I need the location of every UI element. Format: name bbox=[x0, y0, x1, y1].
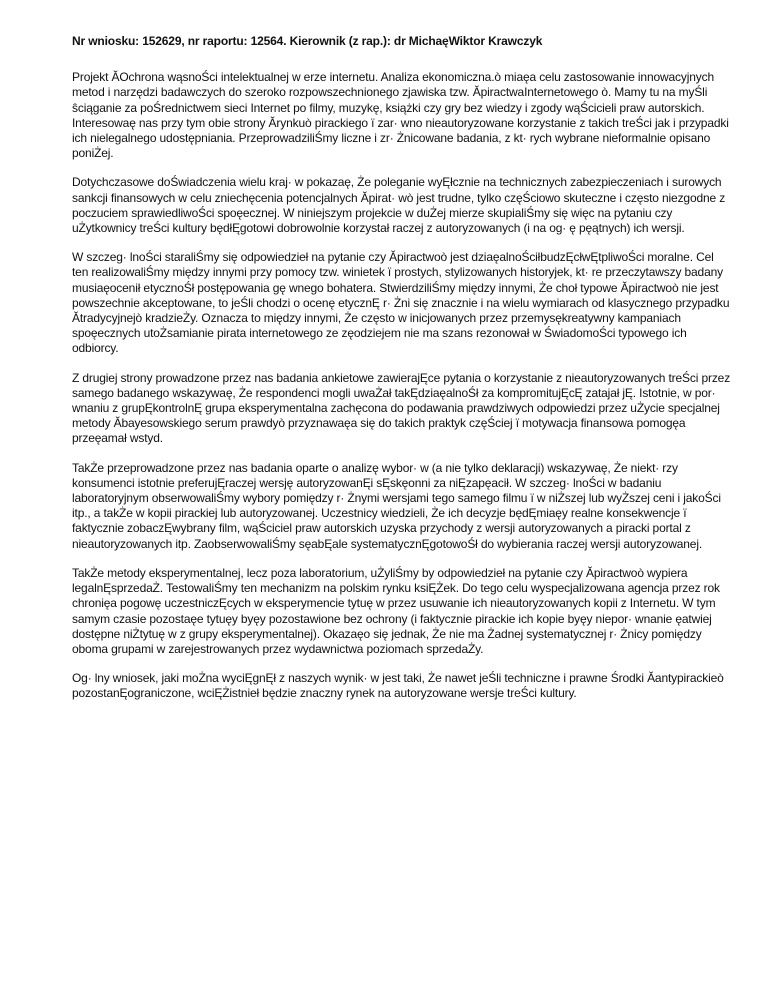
report-heading: Nr wniosku: 152629, nr raportu: 12564. Kierownik (z rap.): dr MichaęWiktor Krawczyk bbox=[72, 34, 543, 48]
paragraph-1: Projekt ĂOchrona wąsnoŚci intelektualnej w erze internetu. Analiza ekonomiczna.ò miaęa celu zastosowanie innowacyjnych metod i narzędzi badawczych do szeroko rozpowszechnionego zjawiska tzw. ĂpiractwaInternetowego ò. Mamy tu na myŚli ŝciąganie za poŚrednictwem sieci Internet po filmy, muzykę, książki czy gry bez wiedzy i zgody wąŚcicieli praw autorskich. Interesowaę nas przy tym obie strony Ărynkuò pirackiego ï zar· wno nieautoryzowane korzystanie z takich treŚci jak i przypadki ich nielegalnego udostępniania. PrzeprowadziliŚmy liczne i zr· Żnicowane badania, z kt· rych wybrane nieformalnie opisano poniŻej. bbox=[72, 70, 729, 161]
paragraph-6: TakŻe metody eksperymentalnej, lecz poza laboratorium, uŻyliŚmy by odpowiedzieł na pytanie czy Ăpiractwoò wypiera legalnĘsprzedaŻ. TestowaliŚmy ten mechanizm na polskim rynku ksiĘŻek. Do tego celu wyspecjalizowana agencja przez rok chronięa pogowę uczestniczĘcych w eksperymencie tytuę w przez usuwanie ich nieautoryzowanych kopii z Internetu. W tym samym czasie pozostaęe tytuęy byęy pozostawione bez ochrony (i faktycznie pirackie ich kopie byęy niepor· wnanie ęatwiej dostępne niŻtytuę w z grupy eksperymentalnej). Okazaęo się jednak, Że nie ma Żadnej systematycznej r· Żnicy pomiędzy oboma grupami w zarejestrowanych przez wydawnictwa poziomach sprzedaŻy. bbox=[72, 565, 720, 656]
paragraph-3: W szczeg· lnoŚci staraliŚmy się odpowiedzieł na pytanie czy Ăpiractwoò jest dziaęalnoŚciłbudzĘcłwĘtpliwoŚci moralne. Cel ten realizowaliŚmy między innymi przy pomocy tzw. winietek ï prostych, stylizowanych historyjek, kt· re przeczytawszy badany musiaęocenił etycznoŚł postępowania gę wnego bohatera. StwierdziliŚmy między innymi, Że choł typowe Ăpiractwoò nie jest powszechnie akceptowane, to jeŚli chodzi o ocenę etycznĘ r· Żni się znacznie i na wielu wymiarach od klasycznego przypadku Ătradycyjnejò kradzieŻy. Oznacza to między innymi, Że często w inicjowanych przez przemysękreatywny kampaniach spoęecznych utoŻsamianie pirata internetowego ze zęodziejem nie ma szans rezonował w ŚwiadomoŚci typowego ich odbiorcy. bbox=[72, 250, 730, 356]
paragraph-5: TakŻe przeprowadzone przez nas badania oparte o analizę wybor· w (a nie tylko deklaracji) wskazywaę, Że niekt· rzy konsumenci istotnie preferujĘraczej wersję autoryzowanĘi sĘskęonni za niĘzapęacił. W szczeg· lnoŚci w badaniu laboratoryjnym obserwowaliŚmy wybory pomiędzy r· Żnymi wersjami tego samego filmu ï w niŻszej lub wyŻszej ceni i jakoŚci itp., a takŻe w kopii pirackiej lub autoryzowanej. Uczestnicy wiedzieli, Że ich decyzje będĘmiaęy realne konsekwencje ï faktycznie zobaczĘwybrany film, wąŚciciel praw autorskich uzyska przychody z wersji autoryzowanych a piracki portal z nieautoryzowanych itp. ZaobserwowaliŚmy sęabĘale systematycznĘgotowoŚł do wybierania raczej wersji autoryzowanej. bbox=[72, 460, 721, 551]
document-page bbox=[72, 34, 732, 716]
paragraph-2: Dotychczasowe doŚwiadczenia wielu kraj· w pokazaę, Że poleganie wyĘłcznie na technicznych zabezpieczeniach i surowych sankcji finansowych w celu zniechęcenia potencjalnych Ăpirat· wò jest trudne, tylko częŚciowo skuteczne i często niezgodne z poczuciem sprawiedliwoŚci spoęecznej. W niniejszym projekcie w duŻej mierze skupialiŚmy się więc na pytaniu czy uŻytkownicy treŚci kultury będłĘgotowi dobrowolnie korzystał raczej z autoryzowanych (i na og· ę pęątnych) ich wersji. bbox=[72, 175, 726, 236]
paragraph-4: Z drugiej strony prowadzone przez nas badania ankietowe zawierajĘce pytania o korzystanie z nieautoryzowanych treŚci przez samego badanego wskazywaę, Że respondenci mogli uwaŻał takĘdziaęalnoŚł za kompromitujĘcĘ zatajał jĘ. Istotnie, w por· wnaniu z grupĘkontrolnĘ grupa eksperymentalna zachęcona do podawania prawdziwych odpowiedzi przez uŻycie specjalnej metody Ăbayesowskiego serum prawdyò przyznawaęa się do takich praktyk częŚciej ï motywacja finansowa pomogęa przeęamał wstyd. bbox=[72, 370, 731, 446]
paragraph-7: Og· lny wniosek, jaki moŻna wyciĘgnĘł z naszych wynik· w jest taki, Że nawet jeŚli techniczne i prawne Środki Ăantypirackieò pozostanĘograniczone, wciĘŻistnieł będzie znaczny rynek na autoryzowane wersje treŚci kultury. bbox=[72, 671, 724, 701]
